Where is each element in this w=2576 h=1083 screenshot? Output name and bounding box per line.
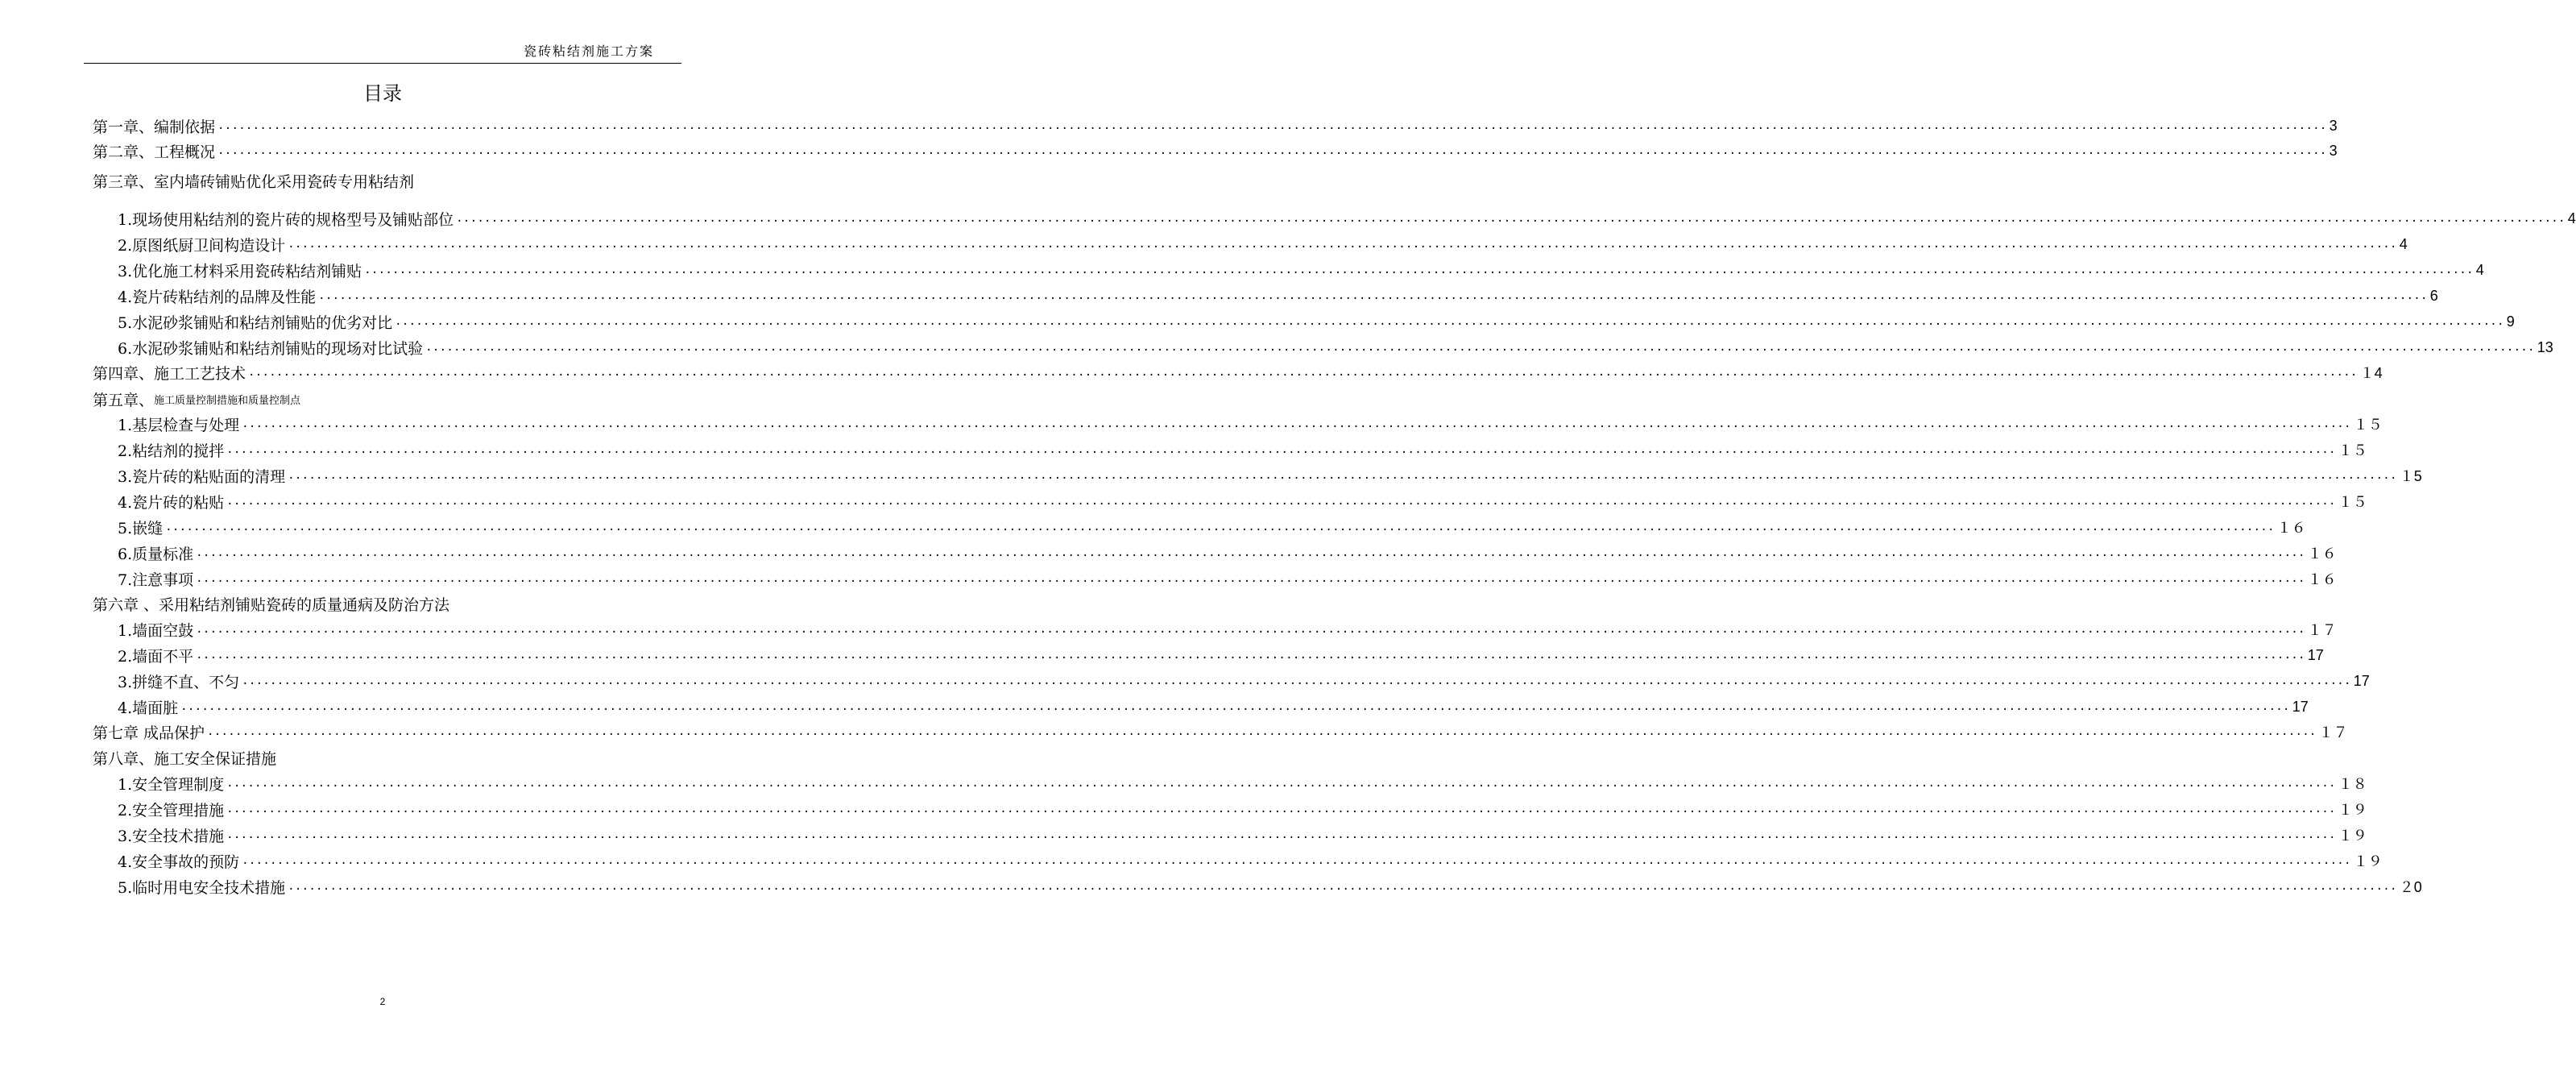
toc-entry-label: 4.瓷片砖粘结剂的品牌及性能 — [118, 288, 317, 306]
toc-page-number: １７ — [2318, 724, 2348, 741]
toc-section-entry — [118, 642, 2324, 668]
toc-page-number: １９ — [2338, 802, 2367, 818]
toc-section-entry — [118, 694, 2309, 720]
toc-section-entry — [118, 257, 2484, 283]
toc-leader-dots: ............................................................................................................................................................................................................................................................................................................ — [242, 854, 2351, 867]
toc-page-number: １５ — [2353, 417, 2383, 433]
header-divider — [84, 63, 681, 64]
toc-entry-label: 4.墙面脏 — [118, 699, 179, 717]
toc-page-number: 4 — [2475, 261, 2484, 278]
toc-entry-label: 第五章、 — [93, 391, 155, 409]
toc-entry-label: 4.瓷片砖的粘贴 — [118, 493, 225, 512]
toc-leader-dots: ............................................................................................................................................................................................................................................................................................................ — [318, 289, 2428, 302]
toc-section-entry — [118, 796, 2367, 822]
toc-page-number: １８ — [2338, 776, 2367, 792]
toc-entry-label: 第八章、施工安全保证措施 — [93, 749, 277, 768]
toc-entry-label: 3.优化施工材料采用瓷砖粘结剂铺贴 — [118, 262, 362, 280]
toc-entry-label: 第七章 成品保护 — [93, 724, 205, 742]
toc-entry-label: 3.安全技术措施 — [118, 827, 225, 845]
toc-page-number: １６ — [2276, 520, 2306, 536]
toc-entry-label: 2.墙面不平 — [118, 647, 194, 666]
toc-page-number: 17 — [2292, 698, 2309, 715]
toc-section-entry — [118, 822, 2367, 848]
toc-page-number: １６ — [2307, 571, 2337, 587]
toc-section-entry — [118, 463, 2422, 488]
toc-page-number: １5 — [2399, 468, 2422, 484]
toc-entry-label: 1.安全管理制度 — [118, 775, 225, 794]
toc-leader-dots: ............................................................................................................................................................................................................................................................................................................ — [226, 777, 2336, 790]
toc-entry-label: 1.基层检查与处理 — [118, 416, 240, 434]
toc-entry-label: 5.水泥砂浆铺贴和粘结剂铺贴的优劣对比 — [118, 313, 393, 332]
toc-chapter-entry — [93, 745, 677, 770]
toc-page-number: 9 — [2506, 313, 2515, 330]
toc-section-entry — [118, 616, 2337, 642]
toc-leader-dots: ............................................................................................................................................................................................................................................................................................................ — [248, 366, 2358, 379]
toc-leader-dots: ............................................................................................................................................................................................................................................................................................................ — [425, 341, 2535, 354]
toc-entry-label: 2.原图纸厨卫间构造设计 — [118, 236, 286, 255]
toc-entry-label: 3.拼缝不直、不匀 — [118, 673, 240, 691]
toc-title: 目录 — [363, 82, 402, 105]
toc-section-entry — [118, 770, 2367, 796]
toc-entry-label: 5.嵌缝 — [118, 519, 164, 537]
toc-leader-dots: ............................................................................................................................................................................................................................................................................................................ — [165, 521, 2275, 533]
toc-chapter-entry — [93, 138, 2338, 164]
toc-page-number: 13 — [2537, 338, 2553, 355]
toc-entry-label: 第一章、编制依据 — [93, 118, 216, 136]
toc-chapter-entry — [93, 591, 677, 616]
toc-section-entry — [118, 231, 2408, 257]
toc-entry-label-small: 施工质量控制措施和质量控制点 — [154, 394, 301, 407]
toc-section-entry — [118, 411, 2383, 437]
toc-page-number: 17 — [2353, 672, 2370, 689]
toc-leader-dots: ............................................................................................................................................................................................................................................................................................................ — [217, 144, 2327, 157]
toc-leader-dots: ............................................................................................................................................................................................................................................................................................................ — [288, 469, 2397, 482]
toc-page-number: １５ — [2338, 494, 2367, 510]
toc-leader-dots: ............................................................................................................................................................................................................................................................................................................ — [180, 700, 2290, 713]
toc-section-entry — [118, 566, 2337, 591]
toc-page-number: １６ — [2307, 546, 2337, 562]
toc-leader-dots: ............................................................................................................................................................................................................................................................................................................ — [242, 674, 2351, 687]
toc-entry-label: 6.水泥砂浆铺贴和粘结剂铺贴的现场对比试验 — [118, 339, 424, 358]
toc-page-number: １７ — [2307, 622, 2337, 638]
toc-page-number: 4 — [2399, 235, 2408, 252]
toc-leader-dots: ............................................................................................................................................................................................................................................................................................................ — [395, 315, 2504, 328]
toc-section-entry — [118, 283, 2438, 309]
toc-page-number: ２0 — [2399, 879, 2422, 895]
toc-page-number: １4 — [2359, 365, 2383, 381]
toc-page-number: １９ — [2338, 828, 2367, 844]
toc-entry-label: 第三章、室内墙砖铺贴优化采用瓷砖专用粘结剂 — [93, 172, 415, 191]
toc-entry-label: 4.安全事故的预防 — [118, 853, 240, 871]
toc-leader-dots: ............................................................................................................................................................................................................................................................................................................ — [217, 119, 2327, 132]
toc-leader-dots: ............................................................................................................................................................................................................................................................................................................ — [364, 263, 2474, 276]
toc-page-number: 4 — [2567, 210, 2576, 226]
toc-leader-dots: ............................................................................................................................................................................................................................................................................................................ — [288, 880, 2397, 893]
toc-leader-dots: ............................................................................................................................................................................................................................................................................................................ — [226, 443, 2336, 456]
toc-entry-label: 3.瓷片砖的粘贴面的清理 — [118, 467, 286, 486]
toc-leader-dots: ............................................................................................................................................................................................................................................................................................................ — [196, 623, 2305, 636]
toc-page-number: 3 — [2329, 142, 2338, 159]
toc-chapter-entry — [93, 359, 2383, 385]
toc-entry-label: 2.安全管理措施 — [118, 801, 225, 820]
toc-section-entry — [118, 334, 2553, 360]
toc-entry-label: 1.现场使用粘结剂的瓷片砖的规格型号及铺贴部位 — [118, 210, 454, 229]
toc-section-entry — [118, 309, 2515, 334]
toc-entry-label: 5.临时用电安全技术措施 — [118, 878, 286, 897]
toc-entry-label: 第六章 、采用粘结剂铺贴瓷砖的质量通病及防治方法 — [93, 595, 450, 614]
toc-section-entry — [118, 668, 2370, 694]
toc-leader-dots: ............................................................................................................................................................................................................................................................................................................ — [226, 828, 2336, 841]
page-number: 2 — [379, 996, 386, 1007]
toc-page-number: 6 — [2429, 287, 2438, 304]
toc-entry-label: 2.粘结剂的搅拌 — [118, 442, 225, 460]
toc-leader-dots: ............................................................................................................................................................................................................................................................................................................ — [288, 238, 2397, 251]
toc-leader-dots: ............................................................................................................................................................................................................................................................................................................ — [207, 725, 2317, 738]
toc-section-entry — [118, 205, 2576, 231]
toc-chapter-entry — [93, 386, 677, 412]
toc-chapter-entry — [93, 168, 677, 193]
toc-entry-label: 1.墙面空鼓 — [118, 621, 194, 640]
toc-page-number: １９ — [2353, 853, 2383, 869]
toc-entry-label: 7.注意事项 — [118, 571, 194, 589]
toc-section-entry — [118, 437, 2367, 463]
toc-chapter-entry — [93, 113, 2338, 139]
toc-page-number: １５ — [2338, 442, 2367, 459]
toc-leader-dots: ............................................................................................................................................................................................................................................................................................................ — [196, 546, 2305, 559]
toc-entry-label: 第二章、工程概况 — [93, 143, 216, 161]
toc-leader-dots: ............................................................................................................................................................................................................................................................................................................ — [196, 572, 2305, 585]
toc-entry-label: 6.质量标准 — [118, 545, 194, 563]
toc-page-number: 3 — [2329, 117, 2338, 134]
toc-section-entry — [118, 848, 2383, 873]
toc-leader-dots: ............................................................................................................................................................................................................................................................................................................ — [226, 495, 2336, 508]
toc-chapter-entry — [93, 719, 2348, 745]
toc-leader-dots: ............................................................................................................................................................................................................................................................................................................ — [456, 212, 2566, 225]
toc-page-number: 17 — [2307, 646, 2324, 663]
toc-leader-dots: ............................................................................................................................................................................................................................................................................................................ — [226, 803, 2336, 815]
toc-section-entry — [118, 488, 2367, 514]
toc-leader-dots: ............................................................................................................................................................................................................................................................................................................ — [196, 649, 2305, 662]
running-header: 瓷砖粘结剂施工方案 — [523, 44, 654, 59]
toc-section-entry — [118, 514, 2306, 540]
toc-entry-label: 第四章、施工工艺技术 — [93, 364, 246, 383]
toc-leader-dots: ............................................................................................................................................................................................................................................................................................................ — [242, 417, 2351, 430]
toc-section-entry — [118, 873, 2422, 899]
toc-section-entry — [118, 540, 2337, 566]
